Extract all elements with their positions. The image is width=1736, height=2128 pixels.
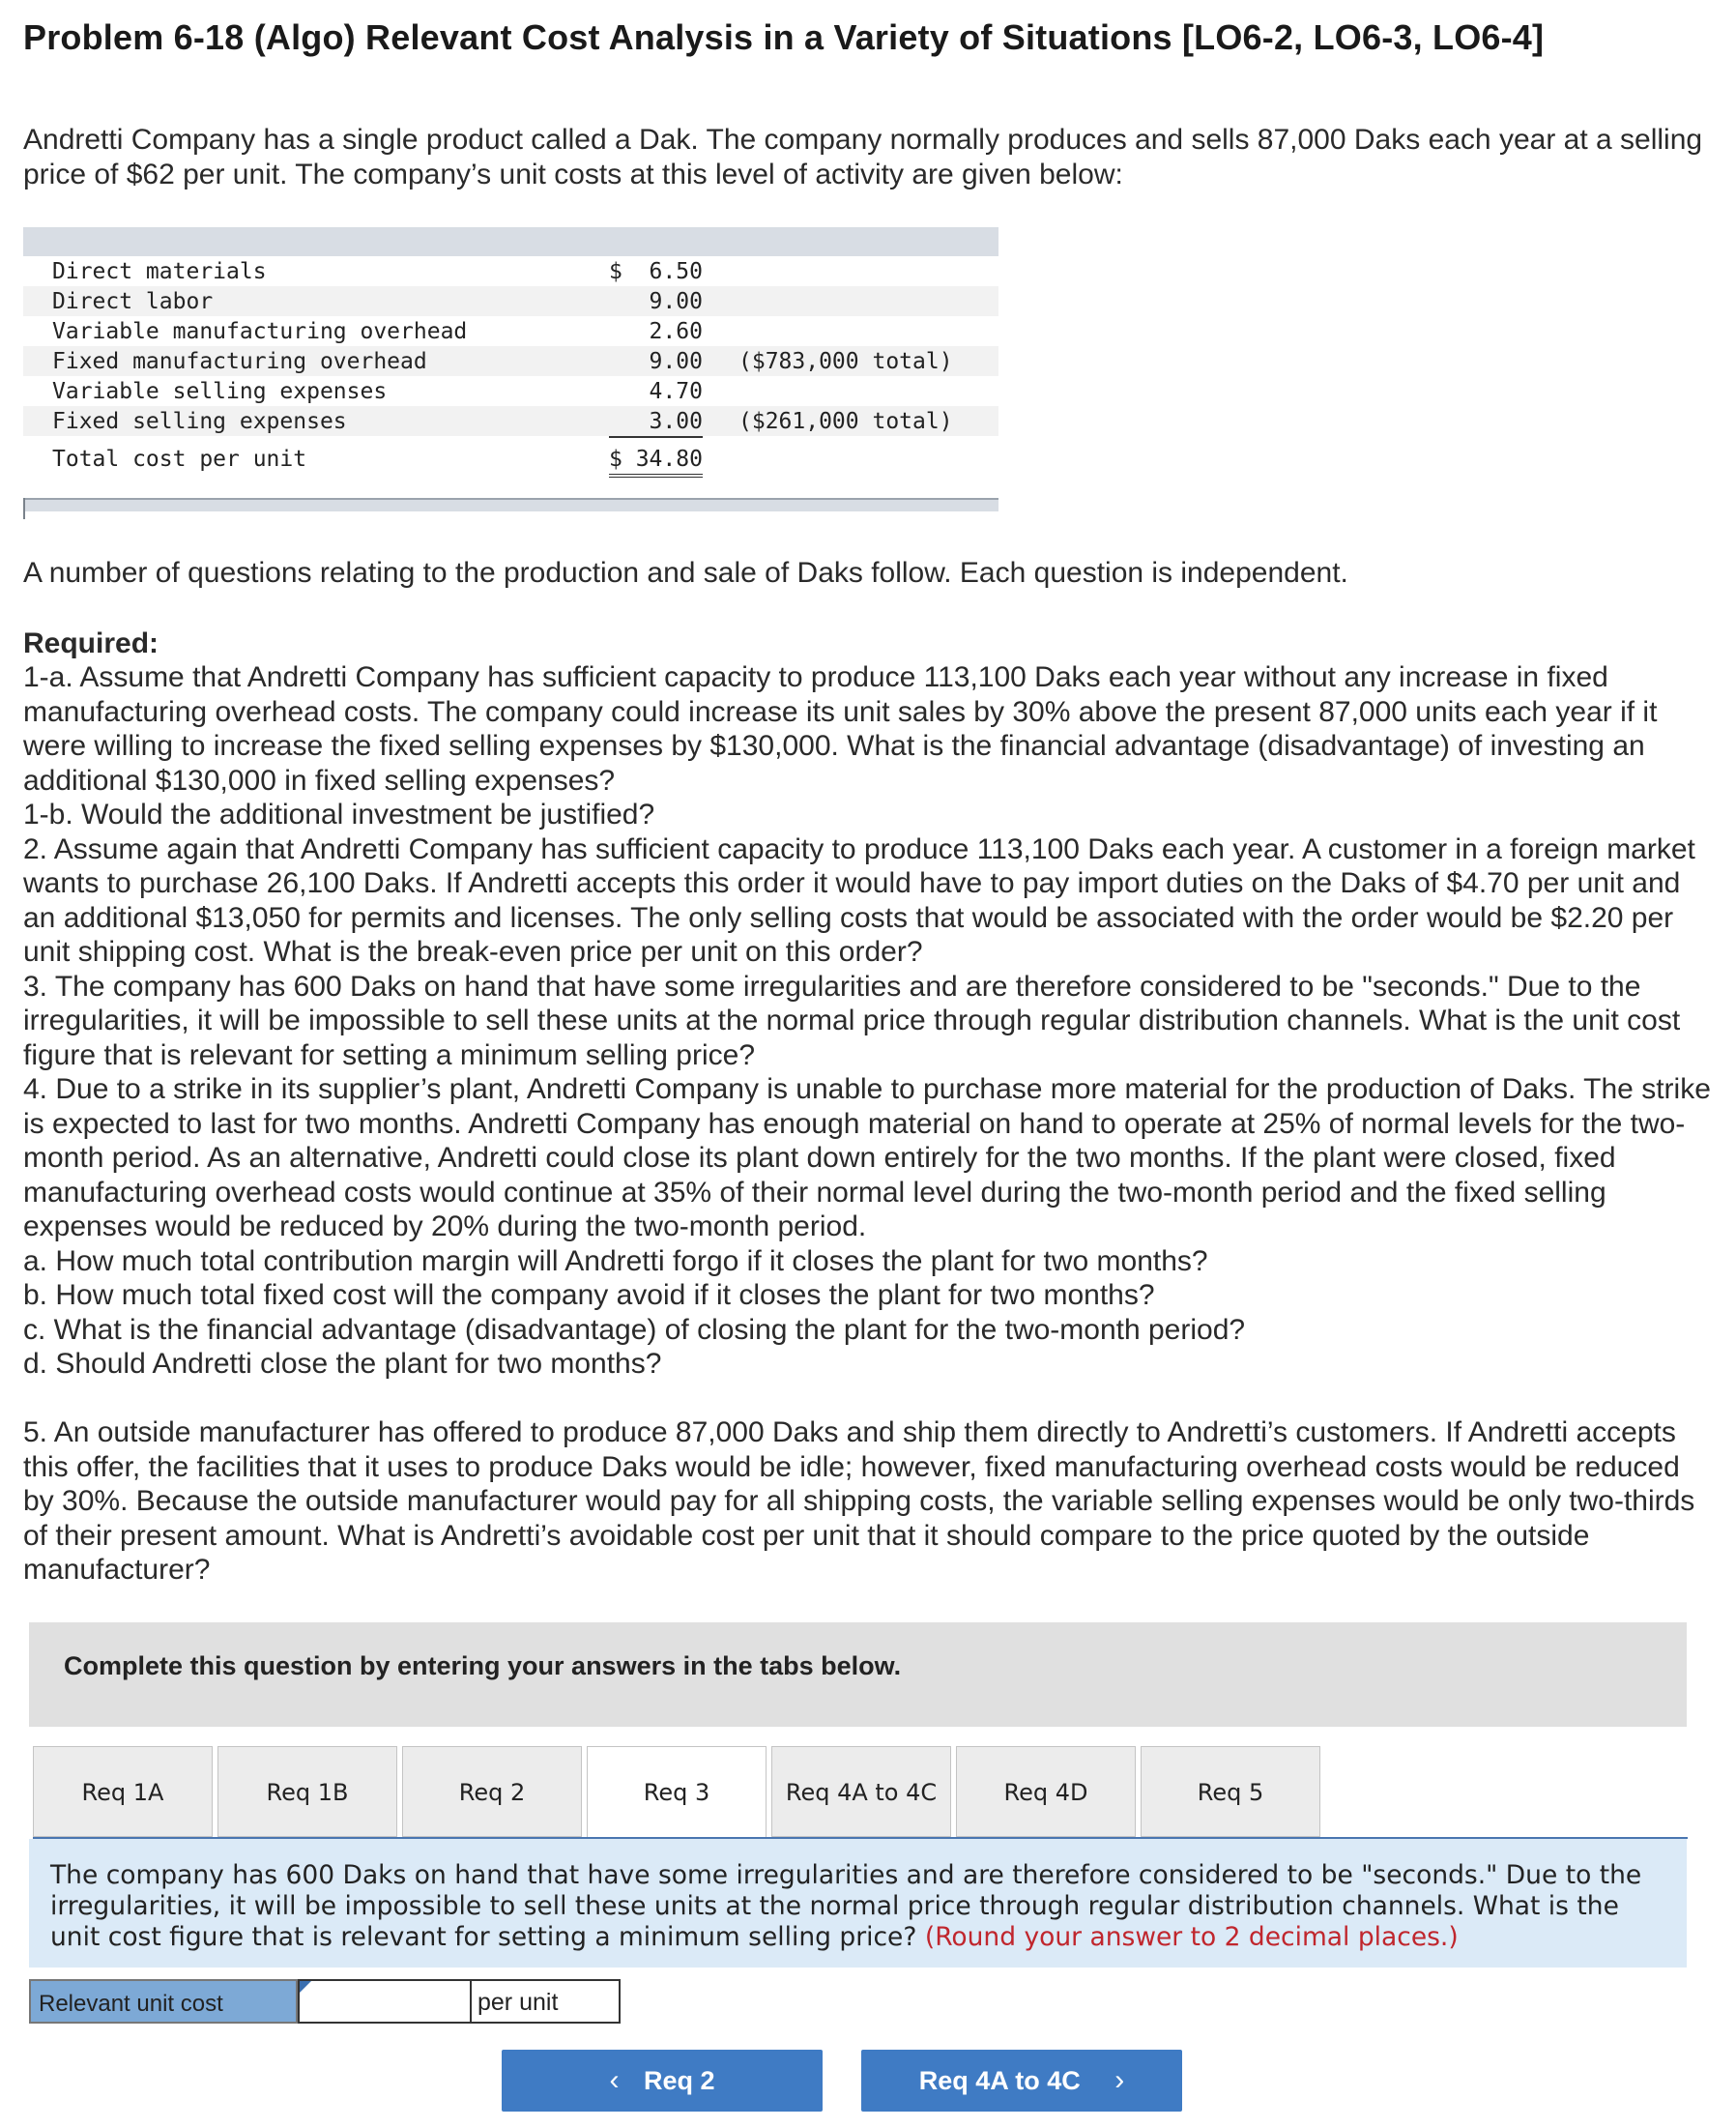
question-body: The company has 600 Daks on hand that have some irregularities and are therefore considered to be "seconds." Due to the irregularities, it will be impossible to sell these units at the normal price through regular distribution channels. What is the unit cost figure that is relevant for setting a minimum selling price? [50,1860,1642,1952]
tab-req-4d[interactable]: Req 4D [956,1746,1136,1837]
row-label: Total cost per unit [52,447,307,472]
page-title: Problem 6-18 (Algo) Relevant Cost Analysis in a Variety of Situations [LO6-2, LO6-3, LO6-4] [23,17,1545,57]
table-row [23,346,998,376]
row-amount: 3.00 [609,409,703,438]
table-header-bar [23,227,998,256]
requirement-2: 2. Assume again that Andretti Company has sufficient capacity to produce 113,100 Daks each year. A customer in a foreign market wants to purchase 26,100 Daks. If Andretti accepts this order it would have to pay import duties on the Daks of $4.70 per unit and an additional $13,050 for permits and licenses. The only selling costs that would be associated with the order would be $2.20 per unit shipping cost. What is the break-even price per unit on this order? [23,832,1695,968]
instructions-panel [29,1622,1687,1727]
tab-req-1b[interactable]: Req 1B [217,1746,397,1837]
tab-req-5[interactable]: Req 5 [1141,1746,1320,1837]
requirement-4b: b. How much total fixed cost will the company avoid if it closes the plant for two months? [23,1279,1155,1311]
table-footer-tick [23,498,25,519]
row-label: Direct labor [52,289,214,314]
row-label: Fixed manufacturing overhead [52,349,427,374]
requirement-3: 3. The company has 600 Daks on hand that have some irregularities and are therefore considered to be "seconds." Due to the irregularities, it will be impossible to sell these units at the normal price through regular distribution channels. What is the unit cost figure that is relevant for setting a minimum selling price? [23,970,1681,1071]
row-amount: 9.00 [609,349,703,374]
followup-text: A number of questions relating to the production and sale of Daks follow. Each question is independent. [23,557,1348,589]
tab-req-1a[interactable]: Req 1A [33,1746,213,1837]
row-amount: $ 34.80 [609,447,703,478]
question-text [50,1860,1674,1953]
tab-req-2[interactable]: Req 2 [402,1746,582,1837]
tab-req-3[interactable]: Req 3 [587,1746,767,1839]
requirement-1a: 1-a. Assume that Andretti Company has sufficient capacity to produce 113,100 Daks each year without any increase in fixed manufacturing overhead costs. The company could increase its unit sales by 30% above the present 87,000 units each year if it were willing to increase the fixed selling expenses by $130,000. What is the financial advantage (disadvantage) of investing an additional $130,000 in fixed selling expenses? [23,661,1658,797]
row-amount: 2.60 [609,319,703,344]
relevant-unit-cost-input[interactable] [298,1979,472,2024]
requirement-4d: d. Should Andretti close the plant for two months? [23,1348,662,1380]
table-row [23,406,998,436]
answer-unit: per unit [472,1979,621,2024]
table-row [23,316,998,346]
tab-req-4a-4c[interactable]: Req 4A to 4C [771,1746,951,1837]
row-note: ($261,000 total) [738,409,953,434]
table-row [23,286,998,316]
row-amount: $ 6.50 [609,259,703,284]
next-button-label: Req 4A to 4C [918,2066,1081,2095]
next-button[interactable] [861,2050,1182,2112]
row-amount: 4.70 [609,379,703,404]
instructions-text: Complete this question by entering your answers in the tabs below. [64,1651,902,1680]
row-label: Variable selling expenses [52,379,388,404]
row-label: Variable manufacturing overhead [52,319,468,344]
row-note: ($783,000 total) [738,349,953,374]
row-label: Fixed selling expenses [52,409,347,434]
input-flag-icon [300,1981,311,1993]
requirements-list [23,660,1715,1382]
row-label: Direct materials [52,259,267,284]
requirement-4: 4. Due to a strike in its supplier’s plant, Andretti Company is unable to purchase more material for the production of Daks. The strike is expected to last for two months. Andretti Company has enough material on hand to operate at 25% of normal levels for the two-month period. As an alternative, Andretti could close its plant down entirely for the two months. If the plant were closed, fixed manufacturing overhead costs would continue at 35% of their normal level during the two-month period and the fixed selling expenses would be reduced by 20% during the two-month period. [23,1073,1711,1242]
table-row [23,256,998,286]
row-amount: 9.00 [609,289,703,314]
question-panel [29,1839,1687,1968]
chevron-right-icon: › [1114,2064,1125,2096]
table-row [23,376,998,406]
requirement-4c: c. What is the financial advantage (disadvantage) of closing the plant for the two-month period? [23,1313,1246,1346]
requirement-5: 5. An outside manufacturer has offered to produce 87,000 Daks and ship them directly to Andretti’s customers. If Andretti accepts this offer, the facilities that it uses to produce Daks would be idle; however, fixed manufacturing overhead costs would be reduced by 30%. Because the outside manufacturer would pay for all shipping costs, the variable selling expenses would be only two-thirds of their present amount. What is Andretti’s avoidable cost per unit that it should compare to the price quoted by the outside manufacturer? [23,1416,1695,1586]
answer-label: Relevant unit cost [29,1979,298,2024]
requirement-4a: a. How much total contribution margin will Andretti forgo if it closes the plant for two months? [23,1244,1208,1277]
required-heading: Required: [23,627,159,659]
prev-button[interactable] [502,2050,823,2112]
table-footer-bar [23,498,998,511]
unit-cost-table [23,227,998,512]
requirement-1b: 1-b. Would the additional investment be justified? [23,799,655,831]
table-row-total [23,444,998,474]
prev-button-label: Req 2 [643,2066,715,2095]
rounding-hint: (Round your answer to 2 decimal places.) [924,1922,1459,1952]
chevron-left-icon: ‹ [609,2064,620,2096]
intro-text: Andretti Company has a single product called a Dak. The company normally produces and sells 87,000 Daks each year at a selling price of $62 per unit. The company’s unit costs at this level of activity are given below: [23,124,1703,190]
